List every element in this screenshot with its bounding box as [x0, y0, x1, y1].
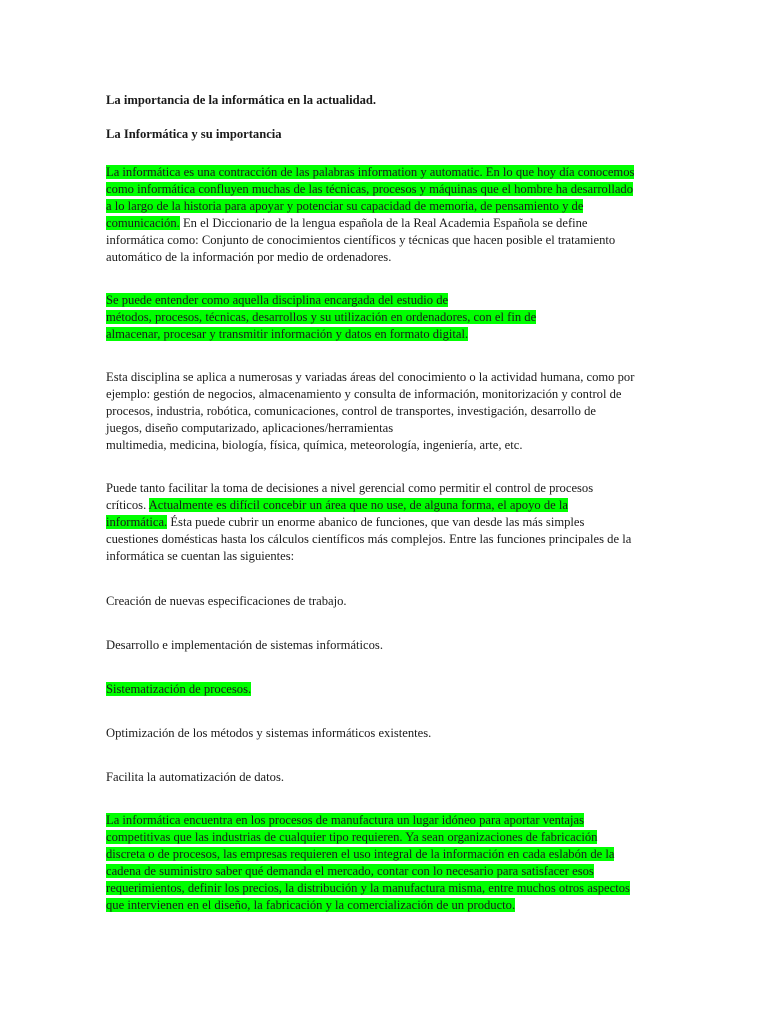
text-line — [106, 326, 468, 343]
document-title: La importancia de la informática en la actualidad. — [106, 93, 377, 107]
text-segment: procesos, industria, robótica, comunicaciones, control de transportes, investigación, desarrollo de — [106, 404, 596, 418]
text-line — [106, 846, 614, 863]
text-segment: Puede tanto facilitar la toma de decisiones a nivel gerencial como permitir el control de procesos — [106, 481, 594, 495]
highlighted-text: discreta o de procesos, las empresas requieren el uso integral de la información en cada eslabón de la — [106, 847, 615, 861]
text-segment: informática se cuentan las siguientes: — [106, 549, 295, 563]
text-line — [106, 531, 631, 548]
highlighted-text: competitivas que las industrias de cualquier tipo requieren. Ya sean organizaciones de fabricación — [106, 830, 598, 844]
text-line — [106, 548, 294, 565]
highlighted-text: almacenar, procesar y transmitir información y datos en formato digital. — [106, 327, 469, 341]
text-segment: Optimización de los métodos y sistemas informáticos existentes. — [106, 726, 432, 740]
text-line — [106, 863, 594, 880]
text-segment: Ésta puede cubrir un enorme abanico de funciones, que van desde las más simples — [167, 515, 585, 529]
text-line — [106, 769, 284, 786]
text-line — [106, 725, 431, 742]
highlighted-text: cadena de suministro saber qué demanda el mercado, contar con lo necesario para satisfacer esos — [106, 864, 594, 878]
text-segment: Facilita la automatización de datos. — [106, 770, 284, 784]
highlighted-text: como informática confluyen muchas de las técnicas, procesos y máquinas que el hombre ha desarrollado — [106, 182, 634, 196]
text-segment: críticos. — [106, 498, 149, 512]
text-line — [106, 593, 347, 610]
highlighted-text: a lo largo de la historia para apoyar y potenciar su capacidad de memoria, de pensamiento y de — [106, 199, 584, 213]
text-line — [106, 403, 596, 420]
text-line — [106, 215, 588, 232]
text-line — [106, 386, 622, 403]
text-line — [106, 497, 568, 514]
text-line — [106, 309, 536, 326]
text-segment: ejemplo: gestión de negocios, almacenamiento y consulta de información, monitorización y control de — [106, 387, 622, 401]
text-line — [106, 437, 523, 454]
text-segment: informática como: Conjunto de conocimientos científicos y técnicas que hacen posible el tratamiento — [106, 233, 616, 247]
text-line — [106, 514, 584, 531]
text-line — [106, 232, 615, 249]
text-segment: Desarrollo e implementación de sistemas informáticos. — [106, 638, 383, 652]
text-line — [106, 249, 391, 266]
text-line — [106, 164, 634, 181]
text-segment: automático de la información por medio de ordenadores. — [106, 250, 392, 264]
highlighted-text: Sistematización de procesos. — [106, 682, 252, 696]
text-line — [106, 480, 593, 497]
text-line — [106, 681, 251, 698]
highlighted-text: La informática es una contracción de las palabras information y automatic. En lo que hoy día conocemos — [106, 165, 635, 179]
highlighted-text: Se puede entender como aquella disciplina encargada del estudio de — [106, 293, 449, 307]
text-line — [106, 181, 633, 198]
highlighted-text: métodos, procesos, técnicas, desarrollos y su utilización en ordenadores, con el fin de — [106, 310, 537, 324]
text-segment: En el Diccionario de la lengua española de la Real Academia Española se define — [179, 216, 588, 230]
text-segment: Esta disciplina se aplica a numerosas y variadas áreas del conocimiento o la actividad humana, como por — [106, 370, 635, 384]
highlighted-text: informática. — [106, 515, 168, 529]
text-segment: multimedia, medicina, biología, física, química, meteorología, ingeniería, arte, etc. — [106, 438, 523, 452]
text-line — [106, 829, 597, 846]
text-segment: cuestiones domésticas hasta los cálculos científicos más complejos. Entre las funciones principales de la — [106, 532, 632, 546]
text-line — [106, 637, 383, 654]
text-segment: juegos, diseño computarizado, aplicaciones/herramientas — [106, 421, 394, 435]
document-subtitle: La Informática y su importancia — [106, 127, 282, 141]
highlighted-text: Actualmente es difícil concebir un área que no use, de alguna forma, el apoyo de la — [148, 498, 568, 512]
highlighted-text: requerimientos, definir los precios, la distribución y la manufactura misma, entre muchos otros aspectos — [106, 881, 630, 895]
text-line — [106, 369, 634, 386]
text-line — [106, 880, 630, 897]
text-line — [106, 420, 393, 437]
highlighted-text: comunicación. — [106, 216, 180, 230]
text-line — [106, 198, 583, 215]
text-line — [106, 812, 584, 829]
text-line — [106, 292, 448, 309]
text-line — [106, 897, 515, 914]
text-segment: Creación de nuevas especificaciones de trabajo. — [106, 594, 347, 608]
highlighted-text: La informática encuentra en los procesos de manufactura un lugar idóneo para aportar ventajas — [106, 813, 585, 827]
highlighted-text: que intervienen en el diseño, la fabricación y la comercialización de un producto. — [106, 898, 516, 912]
